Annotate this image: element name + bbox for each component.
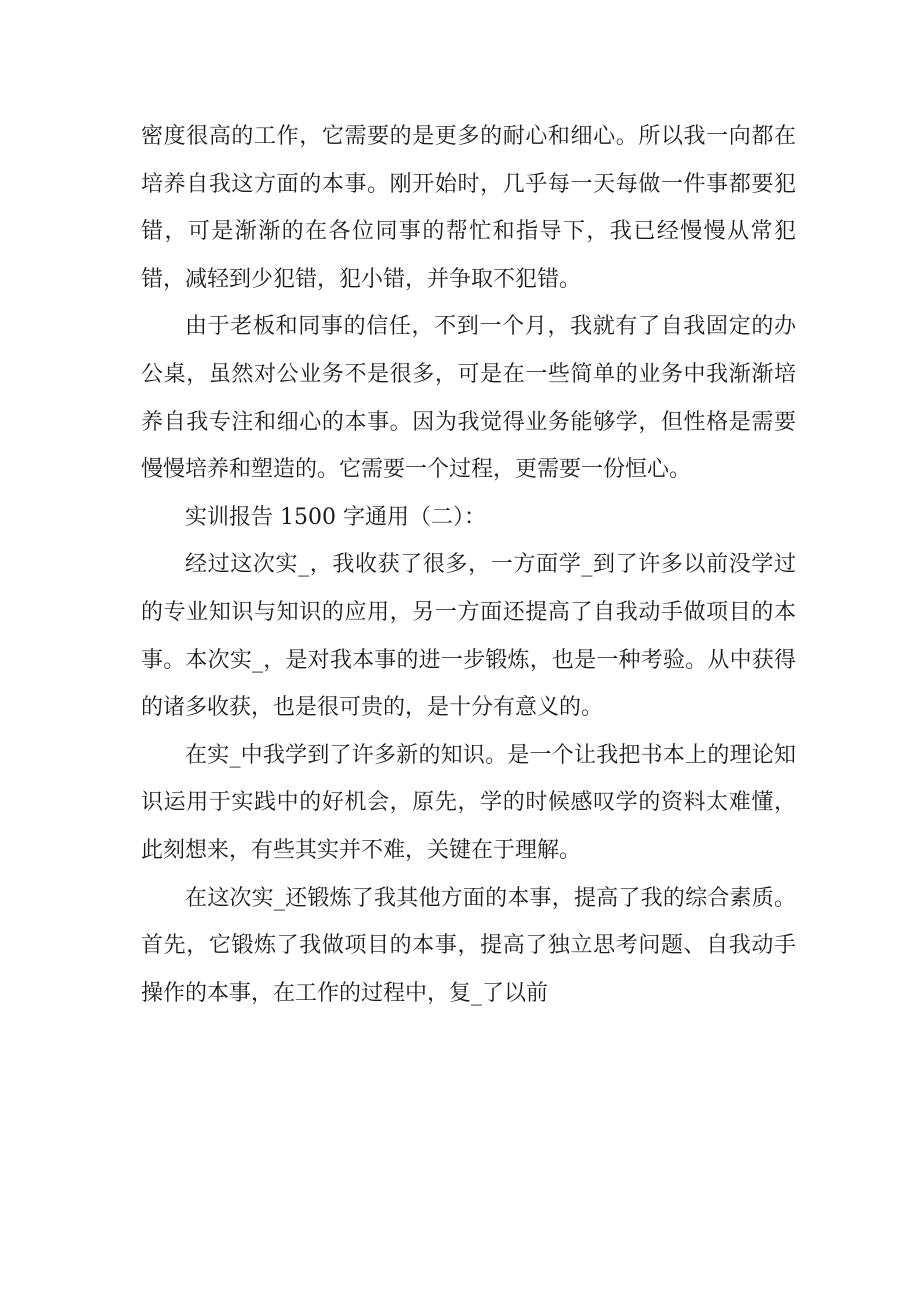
paragraph-1: 密度很高的工作，它需要的是更多的耐心和细心。所以我一向都在培养自我这方面的本事。刚开始时，几乎每一天每做一件事都要犯错，可是渐渐的在各位同事的帮忙和指导下，我已经慢慢从常犯错，减轻到少犯错，犯小错，并争取不犯错。 — [141, 124, 796, 292]
paragraph-6: 在这次实_还锻炼了我其他方面的本事，提高了我的综合素质。首先，它锻炼了我做项目的本事，提高了独立思考问题、自我动手操作的本事，在工作的过程中，复_了以前 — [141, 885, 796, 1006]
document-page — [141, 113, 796, 1017]
section-heading: 实训报告 1500 字通用（二）： — [185, 504, 486, 530]
paragraph-2: 由于老板和同事的信任，不到一个月，我就有了自我固定的办公桌，虽然对公业务不是很多，可是在一些简单的业务中我渐渐培养自我专注和细心的本事。因为我觉得业务能够学，但性格是需要慢慢培养和塑造的。它需要一个过程，更需要一份恒心。 — [141, 314, 796, 483]
paragraph-5: 在实_中我学到了许多新的知识。是一个让我把书本上的理论知识运用于实践中的好机会，原先，学的时候感叹学的资料太难懂，此刻想来，有些其实并不难，关键在于理解。 — [141, 742, 796, 863]
paragraph-4: 经过这次实_，我收获了很多，一方面学_到了许多以前没学过的专业知识与知识的应用，另一方面还提高了自我动手做项目的本事。本次实_，是对我本事的进一步锻炼，也是一种考验。从中获得的诸多收获，也是很可贵的，是十分有意义的。 — [141, 552, 796, 721]
